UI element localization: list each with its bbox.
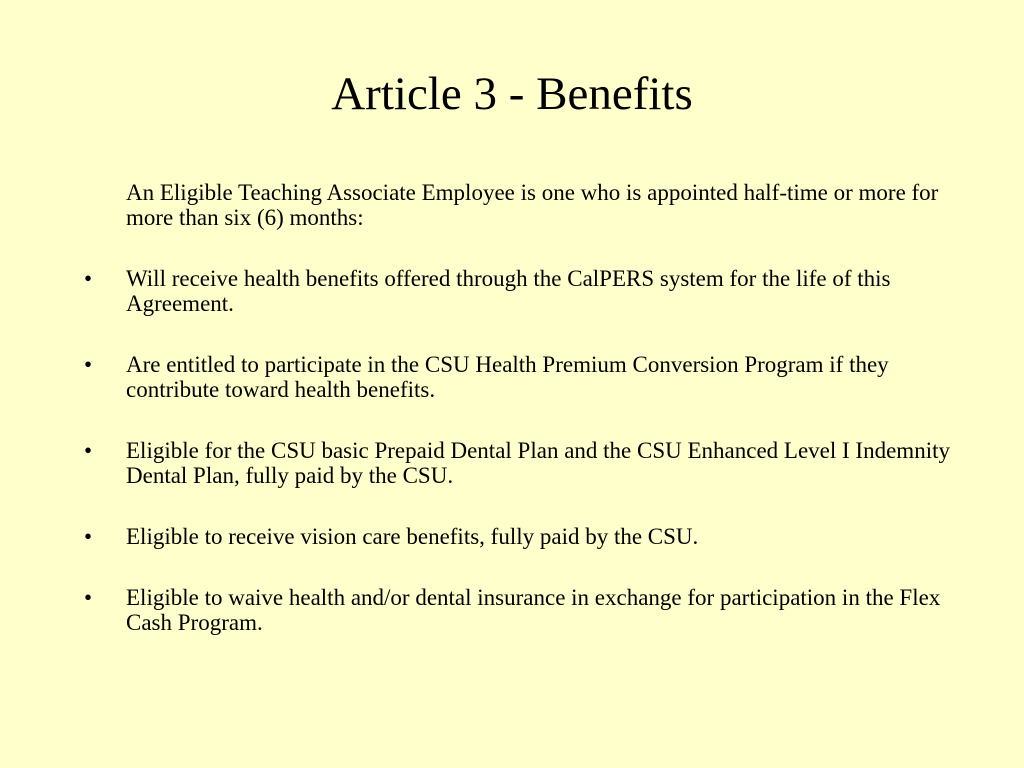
bullet-icon: •: [84, 266, 93, 291]
list-item: [84, 352, 954, 402]
list-item-text: Are entitled to participate in the CSU Health Premium Conversion Program if they contribute toward health benefits.: [126, 352, 889, 402]
list-item: [84, 585, 954, 635]
list-item-text: Eligible to receive vision care benefits, fully paid by the CSU.: [126, 524, 699, 549]
bullet-icon: •: [84, 352, 93, 377]
benefits-list: [84, 266, 954, 635]
list-item-text: Eligible to waive health and/or dental insurance in exchange for participation in the Flex Cash Program.: [126, 585, 941, 635]
list-item-text: Will receive health benefits offered through the CalPERS system for the life of this Agreement.: [126, 266, 891, 316]
bullet-icon: •: [84, 524, 93, 549]
slide-body: [84, 180, 954, 635]
bullet-icon: •: [84, 438, 93, 463]
list-item: [84, 266, 954, 316]
bullet-icon: •: [84, 585, 93, 610]
list-item-text: Eligible for the CSU basic Prepaid Dental Plan and the CSU Enhanced Level I Indemnity Dental Plan, fully paid by the CSU.: [126, 438, 950, 488]
list-item: [84, 524, 954, 549]
intro-paragraph: An Eligible Teaching Associate Employee is one who is appointed half-time or more for more than six (6) months:: [126, 180, 939, 230]
list-item: [84, 438, 954, 488]
slide-title: Article 3 - Benefits: [331, 68, 693, 120]
